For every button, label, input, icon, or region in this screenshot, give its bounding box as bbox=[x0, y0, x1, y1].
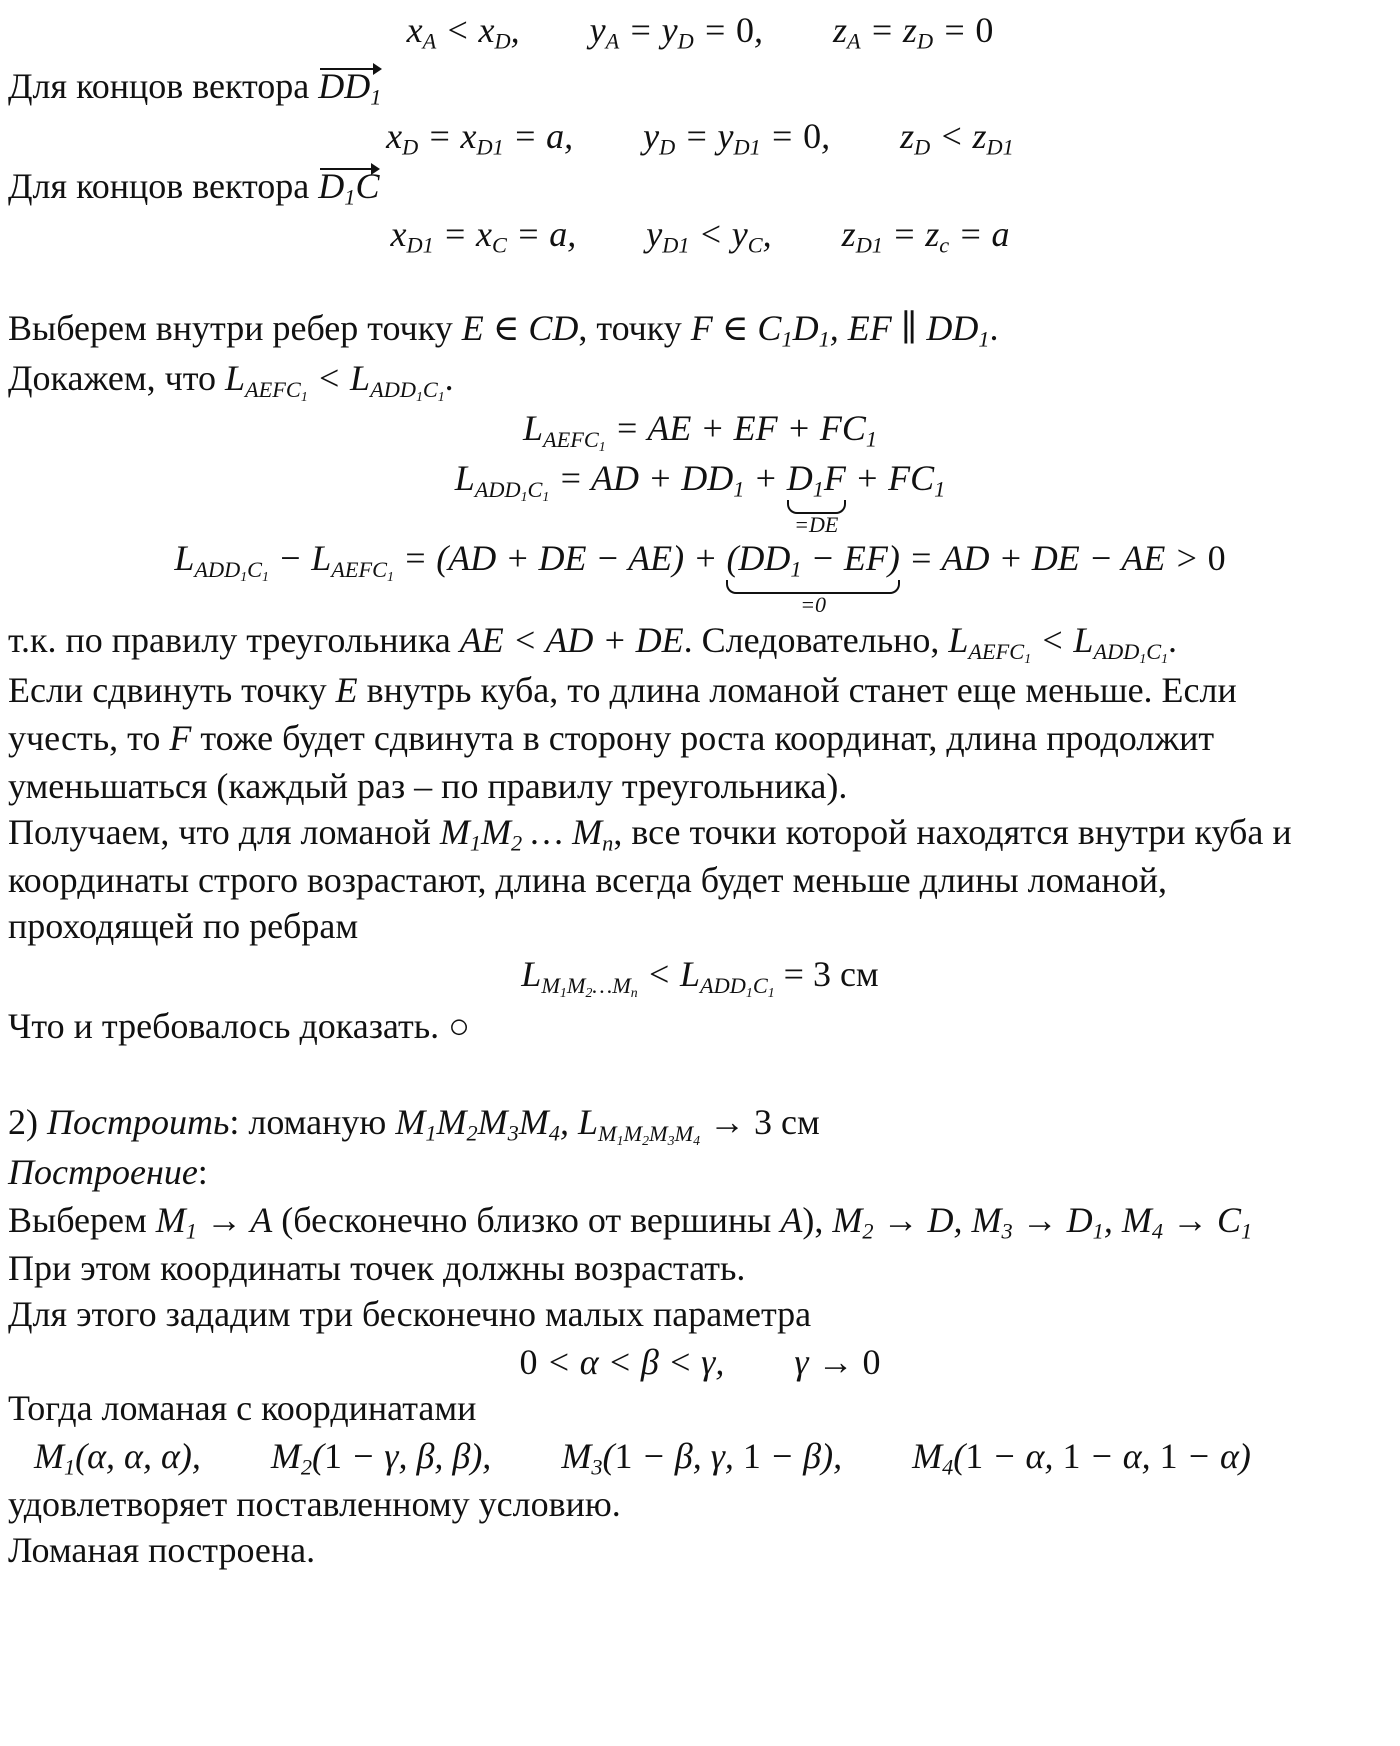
text-line-29: Ломаная построена. bbox=[8, 1530, 316, 1570]
text-triangle-rule: т.к. по правилу треугольника bbox=[8, 620, 460, 660]
text-line-21 bbox=[8, 1150, 1380, 1194]
text-construct-label: Построить bbox=[47, 1102, 230, 1142]
text-line-23: При этом координаты точек должны возрастать. bbox=[8, 1248, 746, 1288]
formula-line-10: $L_{ADD_1C_1} - L_{AEFC_1} = (AD$ + DE − $AE) + (DD_1 - EF)$ =0 = AD + DE − AE > 0 bbox=[174, 538, 1226, 617]
text-near-vertex: (бесконечно близко от вершины bbox=[272, 1200, 781, 1240]
text-limit: → 3 см bbox=[700, 1102, 820, 1142]
text-line-7: Докажем, что $L_{AEFC_1} < L_{ADD_1C_1}$. bbox=[8, 358, 454, 404]
text-shift-point: Если сдвинуть точку bbox=[8, 670, 336, 710]
underbrace-dd1-ef: $(DD_1 - EF)$ =0 bbox=[726, 538, 900, 617]
text-consider: учесть, то bbox=[8, 718, 170, 758]
text-line-26: Тогда ломаная с координатами bbox=[8, 1388, 477, 1428]
text-line-13: учесть, то F тоже будет сдвинута в сторону роста координат, длина продолжит bbox=[8, 718, 1215, 758]
formula-line-18: $L_{M_1M_2\dots M_n} < L_{ADD_1C_1} = 3$ см bbox=[521, 954, 879, 1000]
text-choose: Выберем bbox=[8, 1200, 156, 1240]
item-number: 2) bbox=[8, 1102, 47, 1142]
vector-dd1: $DD_1$ bbox=[318, 66, 382, 110]
text-line-19: Что и требовалось доказать. ○ bbox=[8, 1006, 470, 1046]
formula-length-value: = 3 см bbox=[774, 954, 879, 994]
formula-line-8: $L_{AEFC_1}$ = AE + EF + $FC_1$ bbox=[522, 408, 878, 454]
text-construction-label: Построение bbox=[8, 1152, 198, 1192]
formula-line-27: $M_1(\alpha$, α, α), $M_2(1 - \gamma$, β, β), $M_3(1 - \beta$, γ, 1 − β), $M_4(1 - \alpha$, 1 − α, 1 − α) bbox=[34, 1436, 1251, 1480]
underbrace-note-zero: =0 bbox=[800, 592, 827, 617]
text-line-24: Для этого зададим три бесконечно малых параметра bbox=[8, 1294, 812, 1334]
text-line-28: удовлетворяет поставленному условию. bbox=[8, 1484, 621, 1524]
text-line-2 bbox=[8, 64, 1380, 108]
text-shift-rest: внутрь куба, то длина ломаной станет еще меньше. Если bbox=[357, 670, 1237, 710]
text-polyline: : ломаную bbox=[229, 1102, 396, 1142]
formula-line-9: $L_{ADD_1C_1}$ = AD + $DD_1 + D_1F$ =DE + $FC_1$ bbox=[454, 458, 946, 537]
text-line-20: 2) Построить: ломаную $M_1M_2M_3M_4$, $L_{M_1M_2M_3M_4} \to 3$ см bbox=[8, 1102, 820, 1148]
text-choose-points: Выберем внутри ребер точку bbox=[8, 308, 462, 348]
text-line-4 bbox=[8, 164, 1380, 208]
text-line-12: Если сдвинуть точку E внутрь куба, то длина ломаной станет еще меньше. Если bbox=[8, 670, 1237, 710]
text-line-14: уменьшаться (каждый раз – по правилу треугольника). bbox=[8, 766, 848, 806]
underbrace-note-de: =DE bbox=[794, 512, 839, 537]
text-colon: : bbox=[197, 1152, 208, 1192]
text-paren: ), bbox=[802, 1200, 833, 1240]
text-result: Получаем, что для ломаной bbox=[8, 812, 440, 852]
formula-line-25: 0 < α < β < γ, γ → 0 bbox=[519, 1342, 881, 1382]
underbrace-d1f: $D_1F$ =DE bbox=[786, 458, 846, 537]
formula-line-5: $x_{D1} = x_C = a$, $y_{D1} < y_C$, $z_{D1} = z_c = a$ bbox=[390, 214, 1010, 258]
text-line-17: проходящей по ребрам bbox=[8, 906, 359, 946]
text-result-rest: , все точки которой находятся внутри куба и bbox=[613, 812, 1292, 852]
text-line-11: т.к. по правилу треугольника AE < AD + DE. Следовательно, $L_{AEFC_1} < L_{ADD_1C_1}$. bbox=[8, 620, 1178, 666]
text-vector-label-2: Для концов вектора bbox=[8, 166, 319, 206]
text-line-16: координаты строго возрастают, длина всегда будет меньше длины ломаной, bbox=[8, 860, 1167, 900]
formula-line-3: $x_D = x_{D1} = a$, $y_D = y_{D1} = 0$, $z_D < z_{D1}$ bbox=[386, 116, 1014, 160]
text-line-15: Получаем, что для ломаной $M_1M_2$ … $M_n$, все точки которой находятся внутри куба и bbox=[8, 812, 1292, 856]
text-line-22: Выберем $M_1 \to A$ (бесконечно близко от вершины A), $M_2 \to D$, $M_3 \to D_1$, $M_4 \to C_1$ bbox=[8, 1200, 1253, 1244]
text-vector-label: Для концов вектора bbox=[8, 66, 319, 106]
vector-d1c: $D_1C$ bbox=[318, 166, 380, 210]
text-point-label: , точку bbox=[578, 308, 691, 348]
text-line-6: Выберем внутри ребер точку E ∈ CD, точку F ∈ $C_1D_1$, EF ∥ $DD_1$. bbox=[8, 308, 999, 352]
formula-line-1: $x_A < x_D$, $y_A = y_D = 0$, $z_A = z_D = 0$ bbox=[406, 10, 994, 54]
text-therefore: . Следовательно, bbox=[683, 620, 949, 660]
text-consider-rest: тоже будет сдвинута в сторону роста координат, длина продолжит bbox=[191, 718, 1215, 758]
text-prove: Докажем, что bbox=[8, 358, 226, 398]
